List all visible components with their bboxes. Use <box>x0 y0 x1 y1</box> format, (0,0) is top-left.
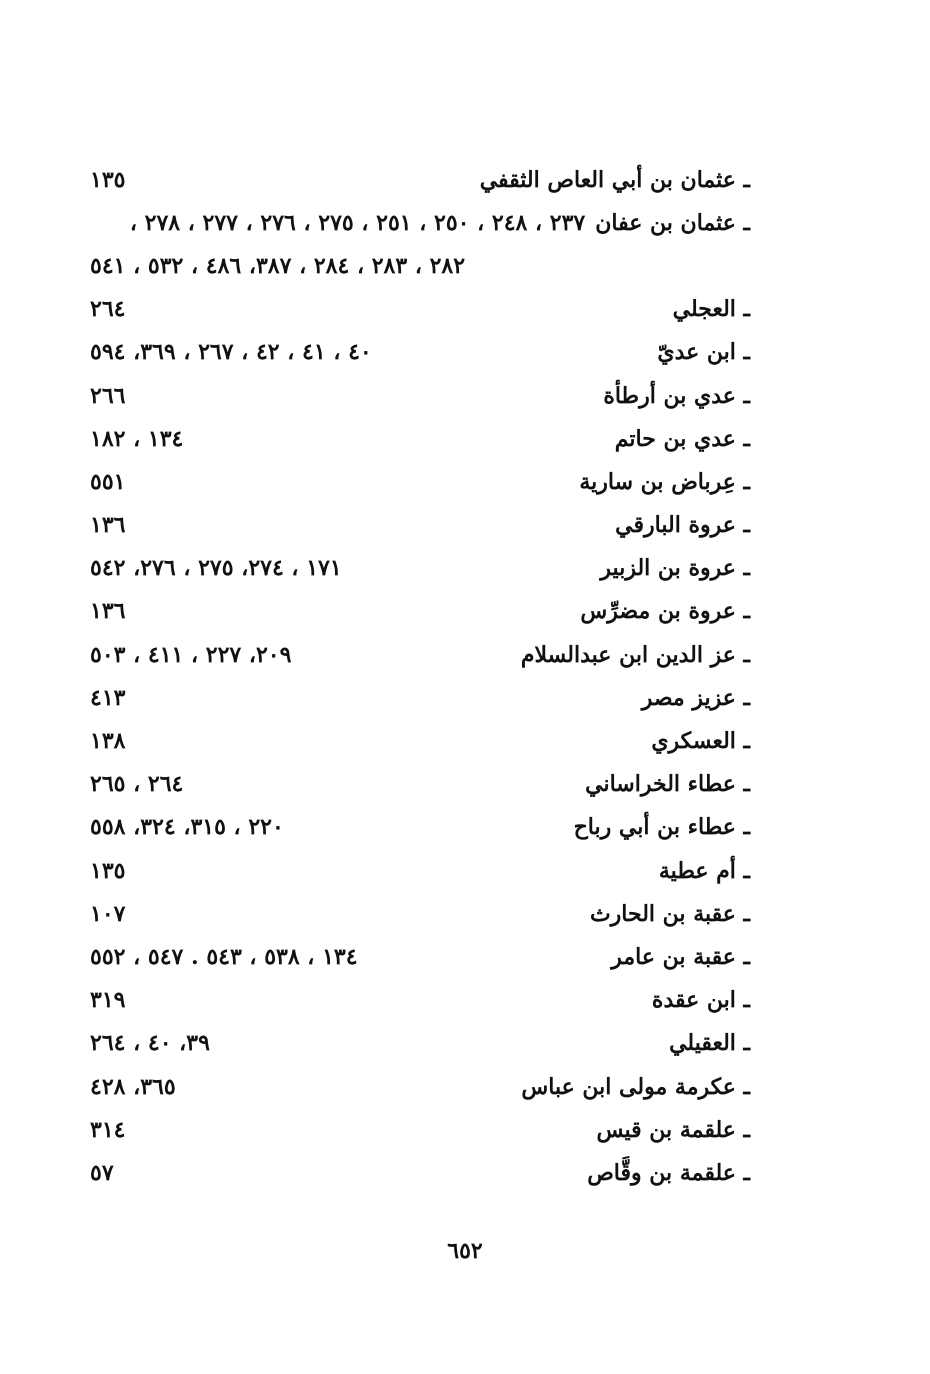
entry-pages: ٢٠٩، ٢٢٧ ، ٤١١ ، ٥٠٣ <box>90 641 292 668</box>
index-entry <box>90 374 750 417</box>
entry-name: ـ ابن عديّ <box>657 339 750 366</box>
entry-name: ـ العجلي <box>672 296 750 323</box>
entry-name: ـ عقبة بن عامر <box>611 943 750 970</box>
entry-name: ـ عروة البارقي <box>615 512 750 539</box>
entry-name: ـ عدي بن أرطأة <box>603 382 750 409</box>
entry-name: ـ العسكري <box>651 728 750 755</box>
entry-name: ـ عدي بن حاتم <box>614 425 750 452</box>
index-entry <box>90 590 750 633</box>
entry-name: ـ عز الدين ابن عبدالسلام <box>520 641 750 668</box>
entry-pages: ٤٠ ، ٤١ ، ٤٢ ، ٢٦٧ ، ٣٦٩، ٥٩٤ <box>90 339 372 366</box>
entry-pages: ١٣٦ <box>90 512 126 539</box>
index-entry <box>90 547 750 590</box>
page-number: ٦٥٢ <box>447 1238 483 1264</box>
entry-pages: ٢٦٤ ، ٢٦٥ <box>90 771 184 798</box>
entry-pages: ٢٦٦ <box>90 382 126 409</box>
index-entry <box>90 935 750 978</box>
entry-pages: ٤١٣ <box>90 684 126 711</box>
index-entry <box>90 676 750 719</box>
entry-pages: ٥٧ <box>90 1159 114 1186</box>
index-entry <box>90 806 750 849</box>
entry-name: ـ عثمان بن عفان <box>595 209 750 236</box>
index-entry <box>90 460 750 503</box>
index-entry <box>90 719 750 762</box>
index-entry <box>90 979 750 1022</box>
entry-pages: ٢٦٤ <box>90 296 126 323</box>
entry-pages: ٣٦٥، ٤٢٨ <box>90 1073 176 1100</box>
index-entry <box>90 633 750 676</box>
entry-pages: ١٣٨ <box>90 728 126 755</box>
index-entry <box>90 504 750 547</box>
entry-name: ـ ابن عقدة <box>651 987 750 1014</box>
index-list <box>90 158 750 1195</box>
entry-pages: ١٣٥ <box>90 857 126 884</box>
entry-name: ـ عطاء الخراساني <box>585 771 750 798</box>
index-entry <box>90 288 750 331</box>
entry-pages: ١٣٦ <box>90 598 126 625</box>
index-entry <box>90 1022 750 1065</box>
entry-name: ـ عكرمة مولى ابن عباس <box>521 1073 750 1100</box>
entry-pages: ١٣٥ <box>90 166 126 193</box>
entry-pages: ٢٣٧ ، ٢٤٨ ، ٢٥٠ ، ٢٥١ ، ٢٧٥ ، ٢٧٦ ، ٢٧٧ ، ٢٧٨ ، <box>129 209 586 236</box>
index-entry <box>90 1065 750 1108</box>
entry-pages: ٣٩، ٤٠ ، ٢٦٤ <box>90 1030 210 1057</box>
index-entry <box>90 1108 750 1151</box>
entry-pages: ٢٢٠ ، ٣١٥، ٣٢٤، ٥٥٨ <box>90 814 284 841</box>
index-entry <box>90 158 750 201</box>
index-entry <box>90 201 750 244</box>
index-entry <box>90 331 750 374</box>
entry-name: ـ عروة بن مضرِّس <box>580 598 750 625</box>
index-entry <box>90 763 750 806</box>
entry-name: ـ عقبة بن الحارث <box>589 900 750 927</box>
index-entry <box>90 892 750 935</box>
entry-pages: ١٠٧ <box>90 900 126 927</box>
entry-pages: ١٧١ ، ٢٧٤، ٢٧٥ ، ٢٧٦، ٥٤٢ <box>90 555 342 582</box>
index-entry-continuation <box>90 244 750 287</box>
entry-pages: ٥٥١ <box>90 468 126 495</box>
index-entry <box>90 1151 750 1194</box>
entry-pages: ١٣٤ ، ١٨٢ <box>90 425 184 452</box>
entry-name: ـ علقمة بن وقَّاص <box>587 1159 750 1186</box>
entry-name: ـ أم عطية <box>658 857 750 884</box>
entry-name: ـ علقمة بن قيس <box>596 1116 750 1143</box>
entry-pages: ١٣٤ ، ٥٣٨ ، ٥٤٣ . ٥٤٧ ، ٥٥٢ <box>90 943 358 970</box>
entry-name: ـ عزيز مصر <box>641 684 750 711</box>
index-entry <box>90 417 750 460</box>
entry-name: ـ عروة بن الزبير <box>600 555 750 582</box>
entry-pages-continued: ٢٨٢ ، ٢٨٣ ، ٢٨٤ ، ٣٨٧، ٤٨٦ ، ٥٣٢ ، ٥٤١ <box>90 252 466 279</box>
entry-name: ـ عطاء بن أبي رباح <box>573 814 750 841</box>
entry-name: ـ عثمان بن أبي العاص الثقفي <box>479 166 750 193</box>
entry-name: ـ عِرباض بن سارية <box>579 468 750 495</box>
entry-name: ـ العقيلي <box>669 1030 750 1057</box>
entry-pages: ٣١٤ <box>90 1116 126 1143</box>
index-entry <box>90 849 750 892</box>
entry-pages: ٣١٩ <box>90 987 126 1014</box>
